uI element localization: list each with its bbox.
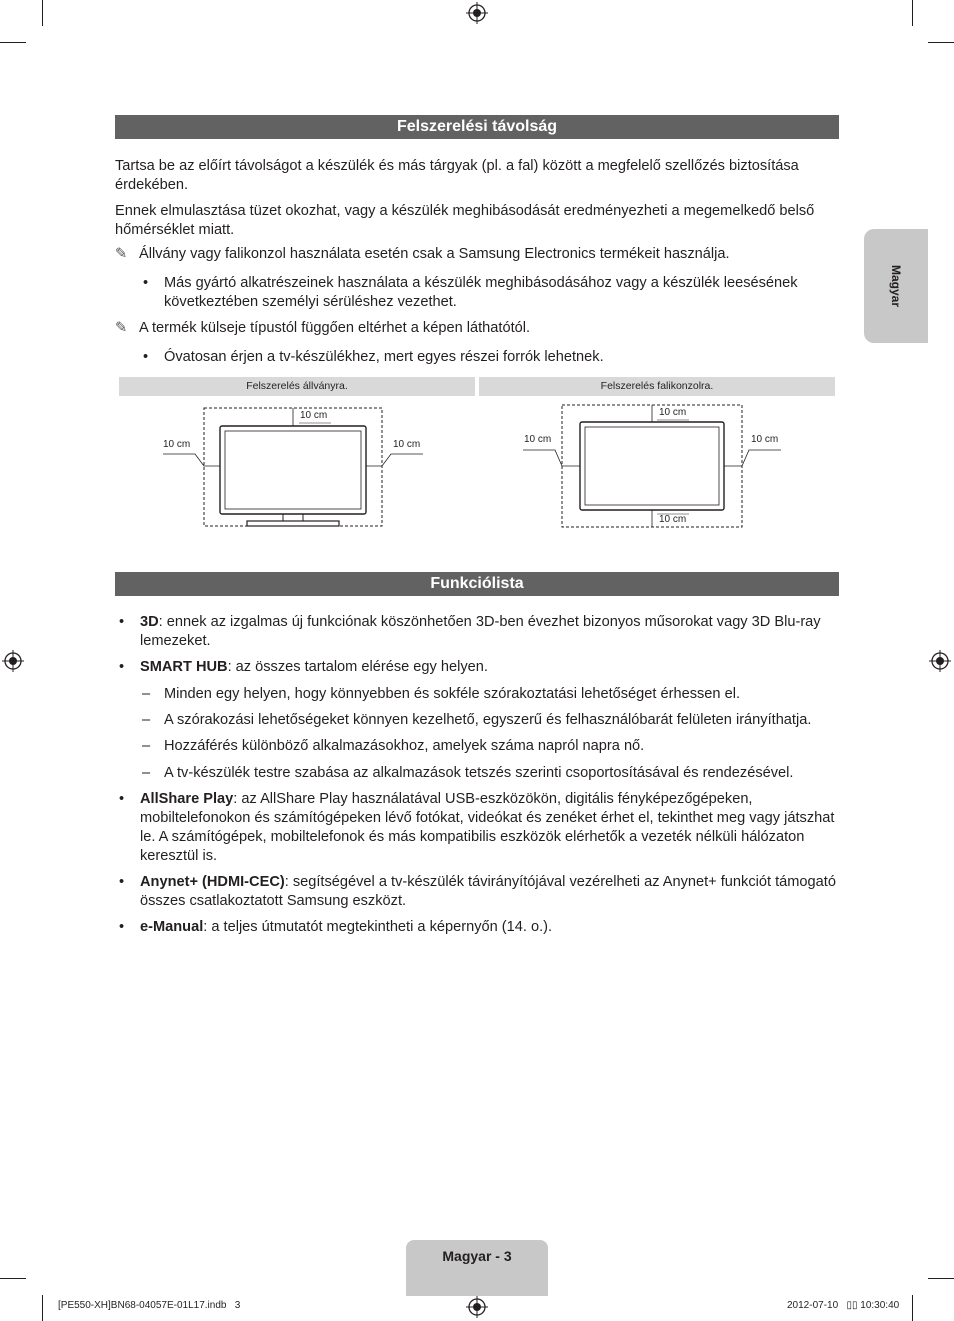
feature-desc: : a teljes útmutatót megtekintheti a képernyőn (14. o.). xyxy=(203,919,553,935)
figure-caption-stand: Felszerelés állványra. xyxy=(119,377,475,396)
clearance-label-top: 10 cm xyxy=(659,407,687,418)
clearance-label-right: 10 cm xyxy=(393,439,421,450)
print-date-info: 2012-07-10 ▯▯ 10:30:40 xyxy=(787,1300,900,1311)
sub-list-item xyxy=(142,764,840,783)
crop-mark xyxy=(42,0,43,26)
feature-term: Anynet+ (HDMI-CEC) xyxy=(140,874,285,890)
section-heading-feature-list xyxy=(115,572,839,596)
list-item xyxy=(119,918,840,937)
crop-mark xyxy=(928,1278,954,1279)
crop-mark xyxy=(0,1278,26,1279)
bullet: • xyxy=(119,919,125,935)
paragraph: Ennek elmulasztása tüzet okozhat, vagy a készülék meghibásodását eredményezheti a megemelkedő belső hőmérséklet miatt. xyxy=(115,203,815,238)
bullet: • xyxy=(119,791,125,807)
feature-desc: : az AllShare Play használatával USB-eszközökön, digitális fényképezőgépeken, mobiltelefonokon és számítógépeken lévő fotókat, videókat és zenéket érhet el, tekinthet meg vagy játszhat le. A számítógépek, mobiltelefonok és más kompatibilis eszközök elérhetők a vezeték nélküli hálózaton keresztül is. xyxy=(140,791,835,864)
section-title: Felszerelési távolság xyxy=(396,118,558,135)
side-tab-label: Magyar xyxy=(889,264,903,308)
bullet: • xyxy=(143,275,149,291)
sub-item-text: Hozzáférés különböző alkalmazásokhoz, amelyek száma napról napra nő. xyxy=(164,738,645,754)
list-item-text: Más gyártó alkatrészeinek használata a készülék meghibásodásához vagy a készülék leesésének következtében személyi sérüléshez vezethet. xyxy=(164,275,798,310)
list-item xyxy=(119,658,840,677)
list-item xyxy=(119,613,840,651)
pencil-icon: ✎ xyxy=(115,320,128,336)
feature-desc: : az összes tartalom elérése egy helyen. xyxy=(227,659,488,675)
sub-item-text: A szórakozási lehetőségeket könnyen kezelhető, egyszerű és felhasználóbarát felületen irányíthatja. xyxy=(164,712,812,728)
sub-list-item xyxy=(142,737,840,756)
bullet: • xyxy=(119,659,125,675)
list-item-text: Óvatosan érjen a tv-készülékhez, mert egyes részei forrók lehetnek. xyxy=(164,349,604,365)
crop-mark xyxy=(928,42,954,43)
list-item xyxy=(143,274,840,312)
clearance-label-right: 10 cm xyxy=(751,434,779,445)
registration-mark-icon xyxy=(466,2,488,24)
crop-mark xyxy=(912,1295,913,1321)
sub-list-item xyxy=(142,711,840,730)
section-title: Funkciólista xyxy=(430,575,524,592)
list-item xyxy=(119,873,840,911)
note xyxy=(115,319,839,338)
feature-term: SMART HUB xyxy=(140,659,228,675)
sub-item-text: A tv-készülék testre szabása az alkalmazások tetszés szerinti csoportosításával és rendezésével. xyxy=(164,765,794,781)
feature-term: 3D xyxy=(140,614,159,630)
figure-caption-wall: Felszerelés falikonzolra. xyxy=(479,377,835,396)
clearance-label-left: 10 cm xyxy=(524,434,552,445)
sub-list-item xyxy=(142,685,840,704)
dash: – xyxy=(142,738,151,754)
pencil-icon: ✎ xyxy=(115,246,128,262)
registration-mark-icon xyxy=(2,650,24,672)
list-item xyxy=(119,790,840,866)
language-side-tab xyxy=(864,229,928,343)
feature-term: AllShare Play xyxy=(140,791,234,807)
registration-mark-icon xyxy=(929,650,951,672)
bullet: • xyxy=(143,349,149,365)
note-text: Állvány vagy falikonzol használata esetén csak a Samsung Electronics termékeit használja. xyxy=(139,246,730,262)
registration-mark-icon xyxy=(466,1296,488,1318)
paragraph: Tartsa be az előírt távolságot a készülék és más tárgyak (pl. a fal) között a megfelelő szellőzés biztosítása érdekében. xyxy=(115,158,799,193)
list-item xyxy=(143,348,840,367)
feature-desc: : ennek az izgalmas új funkciónak köszönhetően 3D-ben évezhet bizonyos műsorokat vagy 3D Blu-ray lemezeket. xyxy=(140,614,821,649)
crop-mark xyxy=(0,42,26,43)
clearance-label-left: 10 cm xyxy=(163,439,191,450)
crop-mark xyxy=(42,1295,43,1321)
wall-mount-diagram xyxy=(479,398,835,530)
dash: – xyxy=(142,686,151,702)
section-heading-installation-distance xyxy=(115,115,839,139)
bullet: • xyxy=(119,874,125,890)
note xyxy=(115,245,839,264)
clearance-label-top: 10 cm xyxy=(300,410,328,421)
stand-installation-diagram xyxy=(119,398,475,530)
feature-desc: : segítségével a tv-készülék távirányítójával vezérelheti az Anynet+ funkciót támogató összes csatlakoztatott Samsung eszközt. xyxy=(140,874,836,909)
bullet: • xyxy=(119,614,125,630)
feature-term: e-Manual xyxy=(140,919,204,935)
clearance-label-bottom: 10 cm xyxy=(659,514,687,525)
dash: – xyxy=(142,712,151,728)
note-text: A termék külseje típustól függően eltérhet a képen láthatótól. xyxy=(139,320,531,336)
print-file-info: [PE550-XH]BN68-04057E-01L17.indb 3 xyxy=(58,1300,241,1311)
page-number: Magyar - 3 xyxy=(442,1248,512,1264)
dash: – xyxy=(142,765,151,781)
crop-mark xyxy=(912,0,913,26)
sub-item-text: Minden egy helyen, hogy könnyebben és sokféle szórakoztatási lehetőséget érhessen el. xyxy=(164,686,741,702)
page-number-tab xyxy=(406,1240,548,1296)
